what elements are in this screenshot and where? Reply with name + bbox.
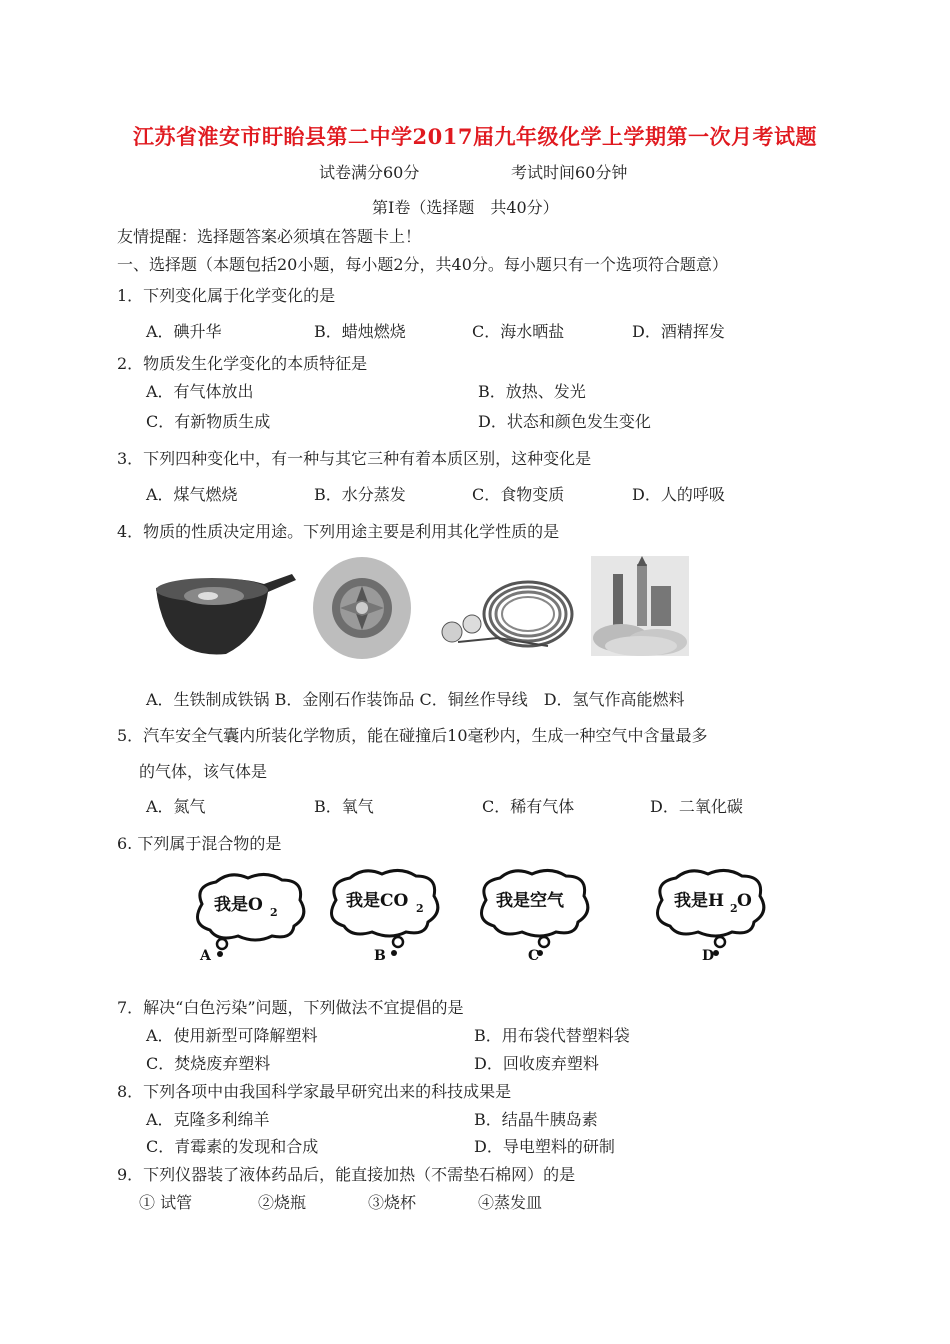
q9-option-2: ②烧瓶 — [258, 1193, 307, 1212]
q1-stem: 1．下列变化属于化学变化的是 — [117, 286, 336, 305]
q8-stem: 8．下列各项中由我国科学家最早研究出来的科技成果是 — [117, 1082, 512, 1101]
copper-wire-image — [438, 566, 578, 664]
bubble-b-text: 我是CO — [346, 891, 409, 911]
q5-option-c: C．稀有气体 — [482, 797, 575, 816]
bubble-d — [646, 866, 770, 966]
bubble-d-letter: D — [702, 948, 715, 964]
bubble-c-text: 我是空气 — [496, 891, 564, 911]
rocket-launch-image — [591, 556, 689, 656]
q2-option-d: D．状态和颜色发生变化 — [478, 412, 651, 431]
q7-option-a: A．使用新型可降解塑料 — [146, 1026, 318, 1045]
q3-option-d: D．人的呼吸 — [632, 485, 725, 504]
q7-option-d: D．回收废弃塑料 — [474, 1054, 599, 1073]
part-heading: 一、选择题（本题包括20小题，每小题2分，共40分。每小题只有一个选项符合题意） — [117, 255, 728, 274]
bubble-a — [186, 870, 310, 966]
q8-option-b: B．结晶牛胰岛素 — [474, 1110, 598, 1129]
section-heading: 第Ⅰ卷（选择题 共40分） — [372, 198, 559, 217]
q2-option-b: B．放热、发光 — [478, 382, 586, 401]
q5-stem-line2: 的气体，该气体是 — [139, 762, 268, 781]
exam-time: 考试时间60分钟 — [511, 163, 628, 182]
q9-option-1: ① 试管 — [139, 1193, 193, 1212]
q8-option-c: C．青霉素的发现和合成 — [146, 1137, 319, 1156]
q1-option-d: D．酒精挥发 — [632, 322, 725, 341]
q4-stem: 4．物质的性质决定用途。下列用途主要是利用其化学性质的是 — [117, 522, 560, 541]
q1-option-c: C．海水晒盐 — [472, 322, 565, 341]
q9-option-3: ③烧杯 — [368, 1193, 417, 1212]
q1-option-a: A．碘升华 — [146, 322, 222, 341]
q3-option-c: C．食物变质 — [472, 485, 565, 504]
q6-stem: 6. 下列属于混合物的是 — [117, 834, 282, 853]
bubble-b-subscript: 2 — [416, 902, 424, 915]
q7-option-b: B．用布袋代替塑料袋 — [474, 1026, 630, 1045]
exam-title: 江苏省淮安市盱眙县第二中学2017届九年级化学上学期第一次月考试题 — [133, 124, 817, 149]
q4-options: A．生铁制成铁锅 B．金刚石作装饰品 C．铜丝作导线 D．氢气作高能燃料 — [146, 690, 685, 709]
bubble-a-letter: A — [200, 948, 211, 964]
bubble-b — [320, 866, 444, 966]
bubble-c — [470, 866, 594, 966]
iron-wok-image — [152, 566, 300, 662]
bubble-d-tail: O — [737, 891, 752, 911]
diamond-image — [312, 556, 412, 660]
q3-stem: 3．下列四种变化中，有一种与其它三种有着本质区别，这种变化是 — [117, 449, 592, 468]
bubble-a-subscript: 2 — [270, 906, 278, 919]
bubble-b-letter: B — [374, 948, 386, 964]
reminder: 友情提醒：选择题答案必须填在答题卡上！ — [117, 227, 422, 246]
q5-option-a: A．氮气 — [146, 797, 206, 816]
q9-option-4: ④蒸发皿 — [478, 1193, 543, 1212]
q3-option-b: B．水分蒸发 — [314, 485, 406, 504]
q5-option-b: B．氧气 — [314, 797, 374, 816]
q2-option-c: C．有新物质生成 — [146, 412, 271, 431]
q7-stem: 7．解决“白色污染”问题，下列做法不宜提倡的是 — [117, 998, 464, 1017]
bubble-d-text: 我是H — [674, 891, 725, 911]
bubble-a-text: 我是O — [214, 895, 263, 915]
q8-option-a: A．克隆多利绵羊 — [146, 1110, 270, 1129]
q3-option-a: A．煤气燃烧 — [146, 485, 238, 504]
q2-option-a: A．有气体放出 — [146, 382, 254, 401]
q8-option-d: D．导电塑料的研制 — [474, 1137, 615, 1156]
q1-option-b: B．蜡烛燃烧 — [314, 322, 406, 341]
full-score: 试卷满分60分 — [319, 163, 420, 182]
q9-stem: 9．下列仪器装了液体药品后，能直接加热（不需垫石棉网）的是 — [117, 1165, 576, 1184]
q5-stem-line1: 5．汽车安全气囊内所装化学物质，能在碰撞后10毫秒内，生成一种空气中含量最多 — [117, 726, 708, 745]
bubble-d-subscript: 2 — [730, 902, 738, 915]
q2-stem: 2．物质发生化学变化的本质特征是 — [117, 354, 368, 373]
q7-option-c: C．焚烧废弃塑料 — [146, 1054, 271, 1073]
bubble-c-letter: C — [528, 948, 540, 964]
q5-option-d: D．二氧化碳 — [650, 797, 743, 816]
